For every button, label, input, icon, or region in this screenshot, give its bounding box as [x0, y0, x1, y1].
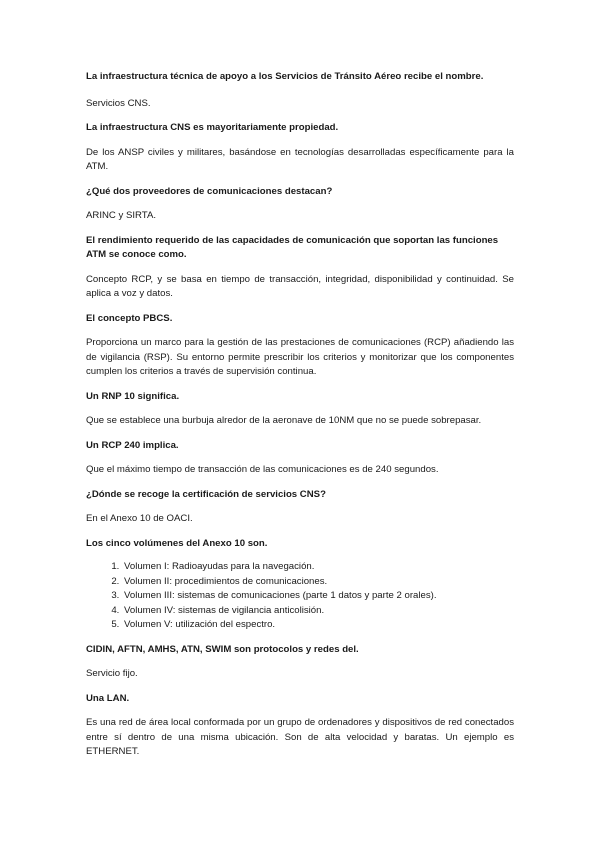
question-8: ¿Dónde se recoge la certificación de servicios CNS? [86, 488, 326, 500]
list-item: 1. Volumen I: Radioayudas para la navegación. [122, 560, 514, 575]
answer-11: Es una red de área local conformada por un grupo de ordenadores y dispositivos de red conectados entre sí dentro de una misma ubicación. Son de alta velocidad y baratas. Un ejemplo es ETHERNET. [86, 717, 514, 757]
document-body [86, 70, 514, 760]
answer-10: Servicio fijo. [86, 668, 138, 679]
answer-6: Que se establece una burbuja alredor de la aeronave de 10NM que no se puede sobrepasar. [86, 415, 482, 426]
list-item: 5. Volumen V: utilización del espectro. [122, 618, 514, 633]
question-2: La infraestructura CNS es mayoritariamente propiedad. [86, 122, 339, 133]
volumes-list [86, 560, 514, 633]
answer-5: Proporciona un marco para la gestión de las prestaciones de comunicaciones (RCP) añadiendo las de vigilancia (RSP). Su entorno permite prescribir los criterios y monitorizar que los componentes cumplen los criterios a través de supervisión continua. [86, 337, 514, 377]
answer-2: De los ANSP civiles y militares, basándose en tecnologías desarrolladas específicamente para la ATM. [86, 146, 514, 172]
question-10: CIDIN, AFTN, AMHS, ATN, SWIM son protocolos y redes del. [86, 643, 359, 655]
list-item: 4. Volumen IV: sistemas de vigilancia anticolisión. [122, 604, 514, 619]
answer-7: Que el máximo tiempo de transacción de las comunicaciones es de 240 segundos. [86, 464, 439, 475]
answer-3: ARINC y SIRTA. [86, 210, 157, 221]
question-6: Un RNP 10 significa. [86, 390, 180, 402]
question-9: Los cinco volúmenes del Anexo 10 son. [86, 537, 268, 549]
answer-8: En el Anexo 10 de OACI. [86, 513, 193, 524]
question-5: El concepto PBCS. [86, 312, 173, 324]
question-3: ¿Qué dos proveedores de comunicaciones destacan? [86, 185, 333, 197]
question-4: El rendimiento requerido de las capacidades de comunicación que soportan las funciones ATM se conoce como. [86, 234, 499, 260]
question-7: Un RCP 240 implica. [86, 439, 179, 451]
answer-4: Concepto RCP, y se basa en tiempo de transacción, integridad, disponibilidad y continuidad. Se aplica a voz y datos. [86, 273, 514, 299]
list-item: 2. Volumen II: procedimientos de comunicaciones. [122, 575, 514, 590]
question-11: Una LAN. [86, 692, 130, 704]
question-1: La infraestructura técnica de apoyo a los Servicios de Tránsito Aéreo recibe el nombre. [86, 71, 484, 82]
list-item: 3. Volumen III: sistemas de comunicaciones (parte 1 datos y parte 2 orales). [122, 589, 514, 604]
answer-1: Servicios CNS. [86, 97, 151, 109]
